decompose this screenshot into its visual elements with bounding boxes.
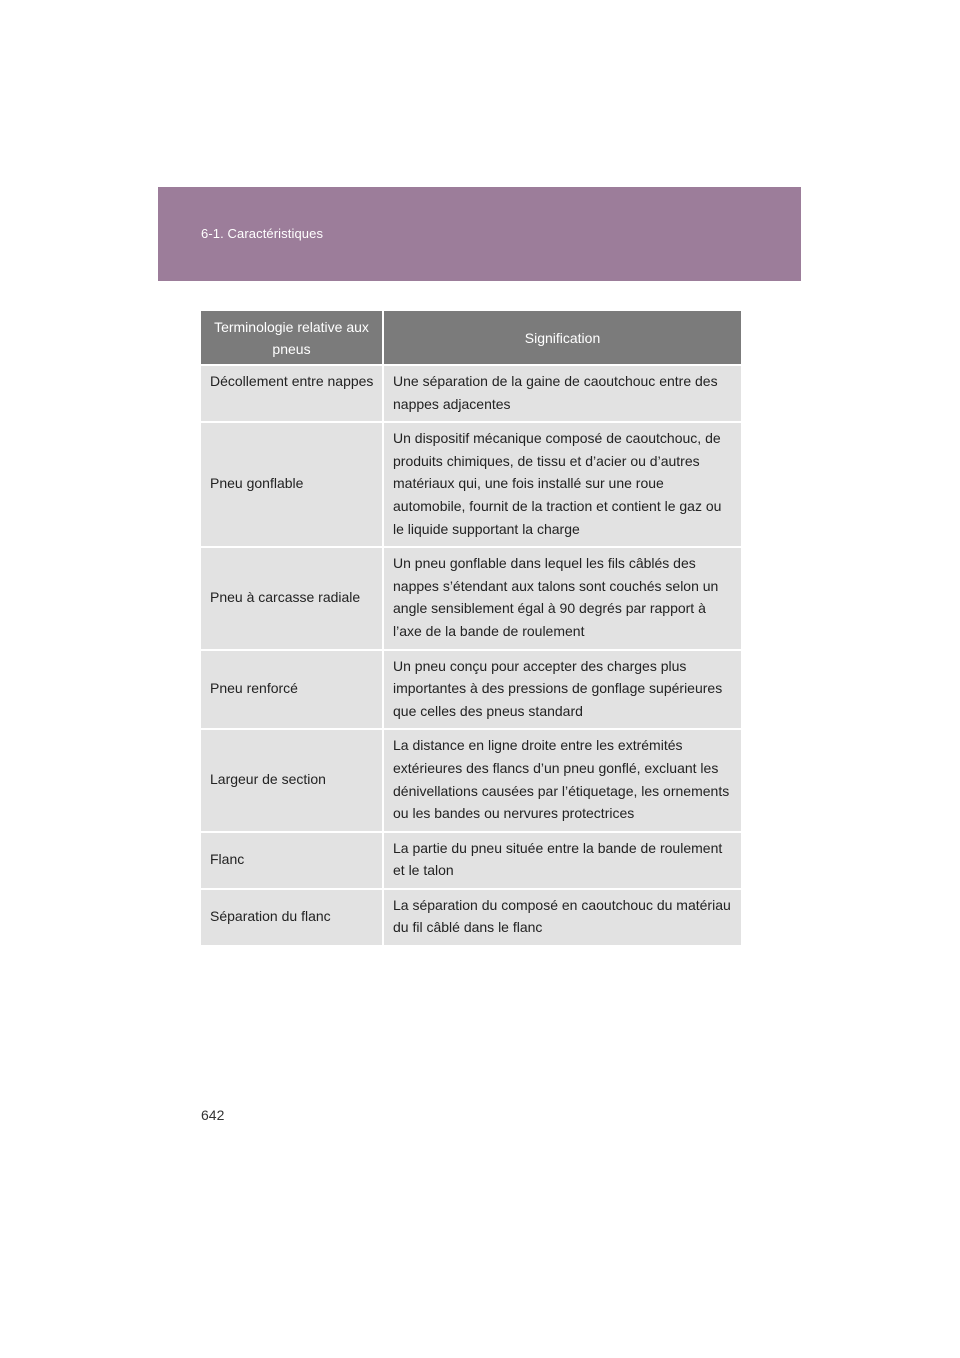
page-number: 642 (201, 1107, 225, 1123)
table-row (201, 421, 741, 546)
section-header-band (158, 187, 801, 281)
table-row (201, 728, 741, 830)
term-cell: Largeur de section (201, 728, 384, 830)
term-cell: Pneu gonflable (201, 421, 384, 546)
section-title: 6-1. Caractéristiques (201, 226, 324, 241)
table-row (201, 364, 741, 421)
meaning-cell: Une séparation de la gaine de caoutchouc entre des nappes adjacentes (384, 364, 741, 421)
table-row (201, 649, 741, 729)
term-cell: Décollement entre nappes (201, 364, 384, 421)
term-cell: Pneu renforcé (201, 649, 384, 729)
meaning-cell: La séparation du composé en caoutchouc du matériau du fil câblé dans le flanc (384, 888, 741, 945)
tire-terminology-table (201, 311, 741, 945)
table-row (201, 888, 741, 945)
meaning-cell: Un pneu conçu pour accepter des charges plus importantes à des pressions de gonflage supérieures que celles des pneus standard (384, 649, 741, 729)
meaning-cell: La distance en ligne droite entre les extrémités extérieures des flancs d’un pneu gonflé, excluant les dénivellations causées par l’étiquetage, les ornements ou les bandes ou nervures protectrices (384, 728, 741, 830)
meaning-cell: Un dispositif mécanique composé de caoutchouc, de produits chimiques, de tissu et d’acier ou d’autres matériaux qui, une fois installé sur une roue automobile, fournit de la traction et contient le gaz ou le liquide supportant la charge (384, 421, 741, 546)
term-cell: Flanc (201, 831, 384, 888)
column-header-meaning: Signification (384, 311, 741, 364)
column-header-term: Terminologie relative aux pneus (201, 311, 384, 364)
meaning-cell: La partie du pneu située entre la bande de roulement et le talon (384, 831, 741, 888)
term-cell: Pneu à carcasse radiale (201, 546, 384, 648)
table-header-row (201, 311, 741, 364)
table-row (201, 831, 741, 888)
meaning-cell: Un pneu gonflable dans lequel les fils câblés des nappes s’étendant aux talons sont couchés selon un angle sensiblement égal à 90 degrés par rapport à l’axe de la bande de roulement (384, 546, 741, 648)
term-cell: Séparation du flanc (201, 888, 384, 945)
table-row (201, 546, 741, 648)
